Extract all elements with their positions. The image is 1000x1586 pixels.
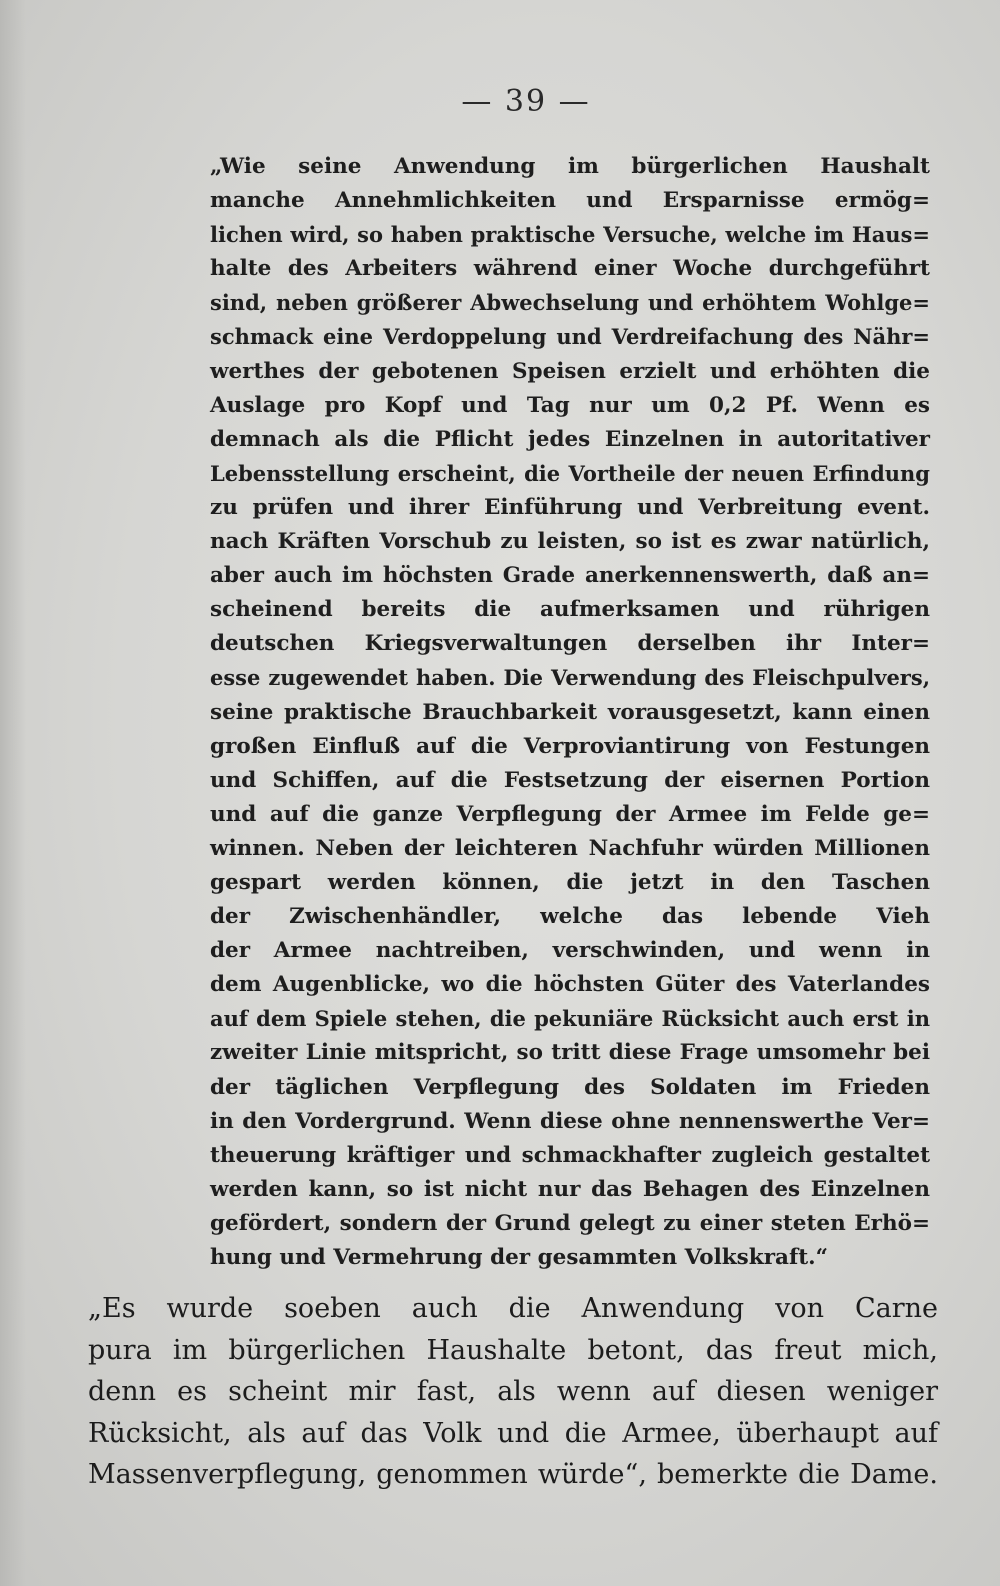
text-line: „Es wurde soeben auch die Anwendung von Carne <box>88 1293 938 1324</box>
text-line: werthes der gebotenen Speisen erzielt und erhöhten die <box>210 358 930 384</box>
text-line: winnen. Neben der leichteren Nachfuhr würden Millionen <box>210 835 930 861</box>
quoted-passage <box>210 150 930 1275</box>
text-line: auf dem Spiele stehen, die pekuniäre Rücksicht auch erst in <box>210 1006 930 1032</box>
page-gutter-shadow <box>0 0 26 1586</box>
text-line: sind, neben größerer Abwechselung und erhöhtem Wohlge= <box>210 290 930 316</box>
text-line: denn es scheint mir fast, als wenn auf diesen weniger <box>88 1376 938 1407</box>
text-line: der täglichen Verpflegung des Soldaten im Frieden <box>210 1074 930 1100</box>
text-line: nach Kräften Vorschub zu leisten, so ist es zwar natürlich, <box>210 529 930 555</box>
text-line: pura im bürgerlichen Haushalte betont, das freut mich, <box>88 1334 938 1366</box>
text-line: manche Annehmlichkeiten und Ersparnisse ermög= <box>210 188 930 214</box>
text-line: und Schiffen, auf die Festsetzung der eisernen Portion <box>210 767 930 793</box>
text-line: gespart werden können, die jetzt in den Taschen <box>210 869 930 895</box>
text-line: „Wie seine Anwendung im bürgerlichen Haushalt <box>210 154 930 179</box>
text-line: und auf die ganze Verpflegung der Armee im Felde ge= <box>210 801 930 827</box>
text-line: Massenverpflegung, genommen würde“, bemerkte die Dame. <box>88 1459 938 1490</box>
text-line: der Armee nachtreiben, verschwinden, und wenn in <box>210 938 930 964</box>
text-line: in den Vordergrund. Wenn diese ohne nennenswerthe Ver= <box>210 1108 930 1134</box>
text-line: zu prüfen und ihrer Einführung und Verbreitung event. <box>210 494 930 520</box>
page-number: — 39 — <box>461 84 591 119</box>
closing-paragraph <box>88 1288 938 1496</box>
text-line: deutschen Kriegsverwaltungen derselben ihr Inter= <box>210 631 930 657</box>
text-line: großen Einfluß auf die Verproviantirung von Festungen <box>210 733 930 759</box>
text-line: der Zwischenhändler, welche das lebende Vieh <box>210 904 930 930</box>
text-line: halte des Arbeiters während einer Woche durchgeführt <box>210 256 930 282</box>
text-line: scheinend bereits die aufmerksamen und rührigen <box>210 597 930 623</box>
text-line: werden kann, so ist nicht nur das Behagen des Einzelnen <box>210 1176 930 1202</box>
text-line: aber auch im höchsten Grade anerkennenswerth, daß an= <box>210 563 930 589</box>
text-line: theuerung kräftiger und schmackhafter zugleich gestaltet <box>210 1142 930 1168</box>
text-line: gefördert, sondern der Grund gelegt zu einer steten Erhö= <box>210 1210 930 1236</box>
text-line: lichen wird, so haben praktische Versuche, welche im Haus= <box>210 222 930 248</box>
text-line: esse zugewendet haben. Die Verwendung des Fleischpulvers, <box>210 665 930 691</box>
text-line: Auslage pro Kopf und Tag nur um 0,2 Pf. Wenn es <box>210 392 930 418</box>
text-line: Lebensstellung erscheint, die Vortheile der neuen Erfindung <box>210 460 930 486</box>
text-line: seine praktische Brauchbarkeit vorausgesetzt, kann einen <box>210 699 930 725</box>
text-line: dem Augenblicke, wo die höchsten Güter des Vaterlandes <box>210 972 930 998</box>
text-line: Rücksicht, als auf das Volk und die Armee, überhaupt auf <box>88 1417 938 1449</box>
text-line: demnach als die Pflicht jedes Einzelnen in autoritativer <box>210 426 930 452</box>
text-line: schmack eine Verdoppelung und Verdreifachung des Nähr= <box>210 324 930 350</box>
text-line: hung und Vermehrung der gesammten Volkskraft.“ <box>210 1245 828 1270</box>
text-line: zweiter Linie mitspricht, so tritt diese Frage umsomehr bei <box>210 1040 930 1066</box>
